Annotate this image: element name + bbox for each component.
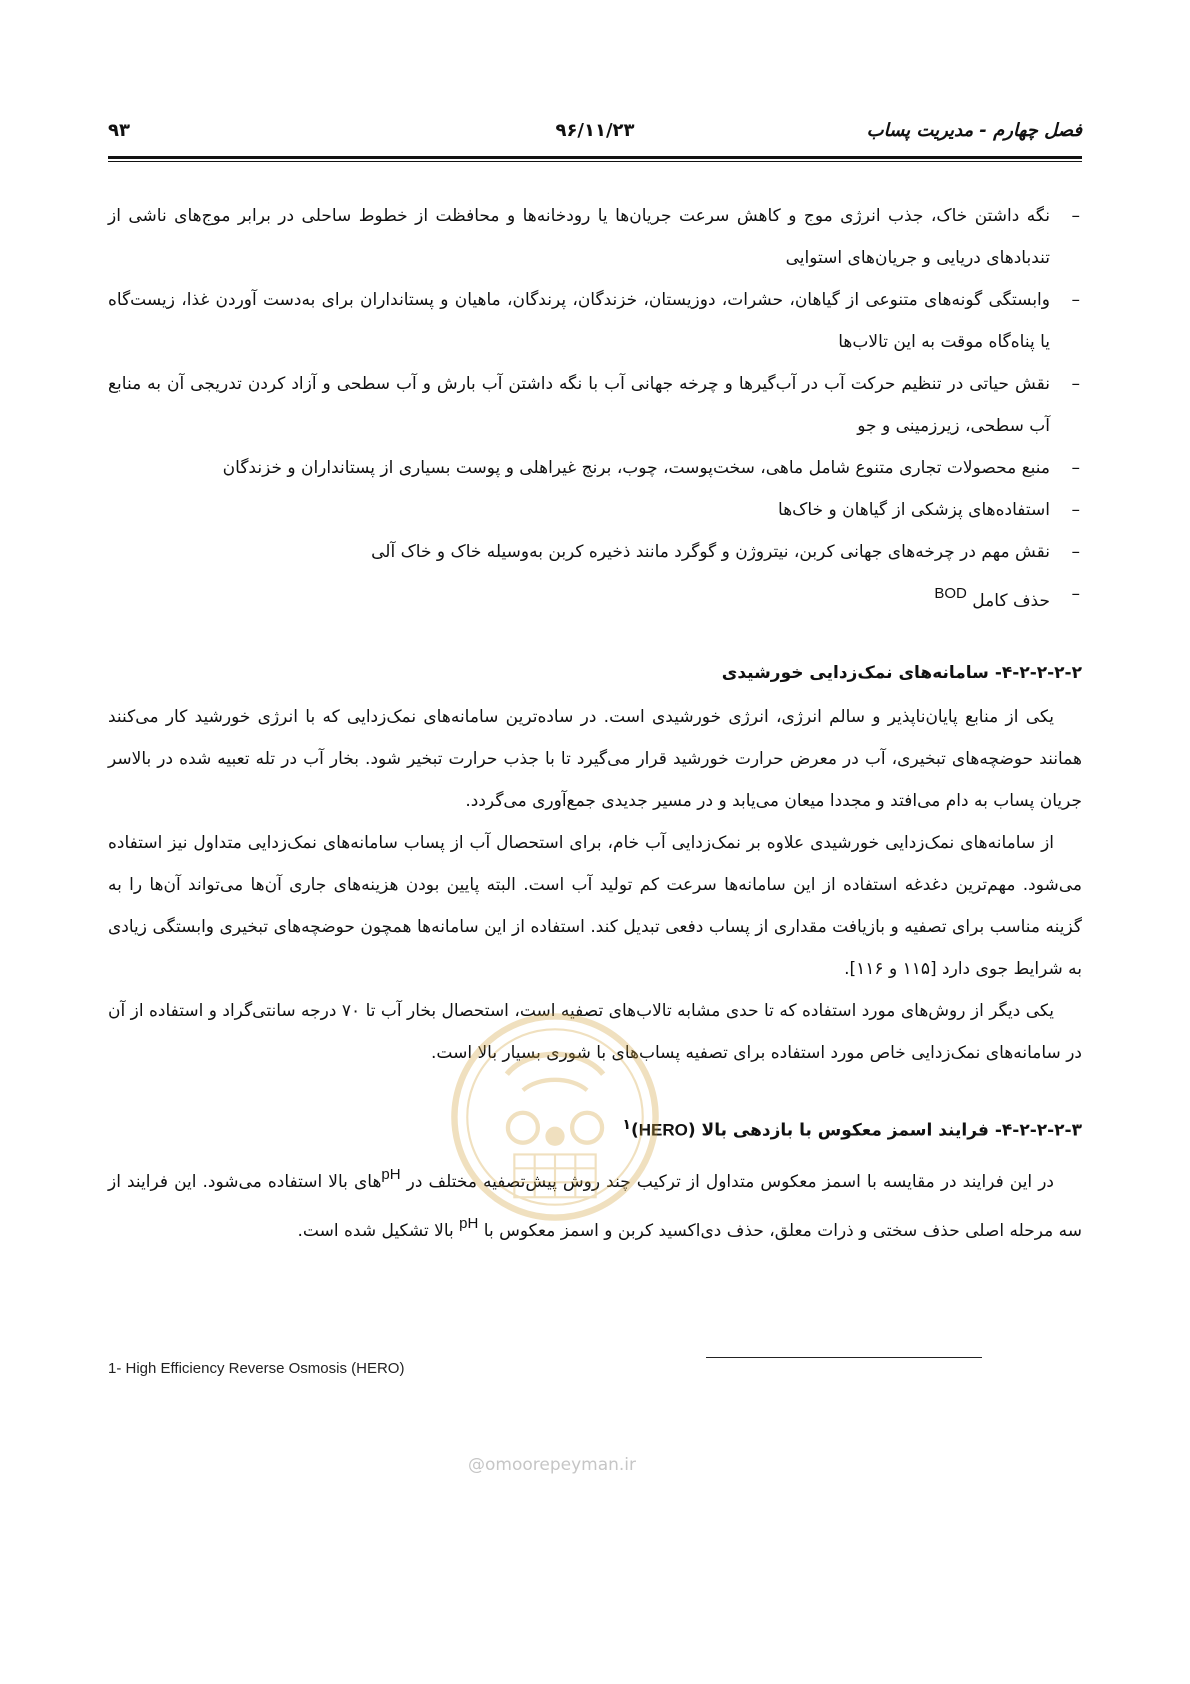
hero-code: HERO (638, 1120, 688, 1140)
list-item: – نگه داشتن خاک، جذب انرژی موج و کاهش سرعت جریان‌ها یا رودخانه‌ها و محافظت از خطوط ساحلی در برابر موج‌های ناشی از تندبادهای دریایی و جریان‌های استوایی (108, 206, 1080, 268)
watermark-site: @omoorepeyman.ir (467, 1455, 637, 1475)
page-header (108, 120, 1082, 150)
chapter-title: فصل چهارم - مدیریت پساب (866, 120, 1082, 141)
header-date: ۹۶/۱۱/۲۳ (555, 120, 635, 141)
bullet-list (108, 195, 1082, 622)
list-item: – نقش حیاتی در تنظیم حرکت آب در آب‌گیرها و چرخه جهانی آب با نگه داشتن آب بارش و آب سطحی و آزاد کردن تدریجی آن به منابع آب سطحی، زیرزمینی و جو (108, 374, 1080, 436)
ph-label: pH (459, 1214, 479, 1232)
list-item: – نقش مهم در چرخه‌های جهانی کربن، نیتروژن و گوگرد مانند ذخیره کربن به‌وسیله خاک و خاک آلی (371, 542, 1080, 562)
page-number: ۹۳ (108, 120, 130, 141)
bod-code: BOD (934, 585, 967, 602)
header-rule (108, 156, 1082, 159)
paragraph: از سامانه‌های نمک‌زدایی خورشیدی علاوه بر نمک‌زدایی آب خام، برای استحصال آب از پساب سامانه‌های نمک‌زدایی متداول نیز استفاده می‌شود. مهم‌ترین دغدغه استفاده از این سامانه‌ها سرعت کم تولید آب است. البته پایین بودن هزینه‌های جاری آن‌ها می‌تواند آن‌ها را به گزینه مناسب برای تصفیه و بازیافت مقداری از پساب دفعی تبدیل کند. استفاده از این سامانه‌ها همچون حوضچه‌های تبخیری وابستگی زیادی به شرایط جوی دارد [۱۱۵ و ۱۱۶]. (108, 833, 1082, 979)
paragraph: یکی از منابع پایان‌ناپذیر و سالم انرژی، انرژی خورشیدی است. در ساده‌ترین سامانه‌های نمک‌زدایی که با انرژی خورشید کار می‌کنند همانند حوضچه‌های تبخیری، آب در معرض حرارت خورشید قرار می‌گیرد تا با جذب حرارت تبخیر شود. بخار آب در تله تعبیه شده در بالاسر جریان پساب به دام می‌افتد و مجددا میعان می‌یابد و در مسیر جدیدی جمع‌آوری می‌گردد. (108, 707, 1082, 811)
section-heading-hero: ۴-۲-۲-۲-۳- فرایند اسمز معکوس با بازدهی بالا (HERO)$^۱$ (622, 1117, 1082, 1141)
footnote-mark: ۱ (622, 1117, 631, 1133)
paragraph: در این فرایند در مقایسه با اسمز معکوس متداول از ترکیب چند روش پیش‌تصفیه مختلف در pHهای بالا استفاده می‌شود. این فرایند از سه مرحله اصلی حذف سختی و ذرات معلق، حذف دی‌اکسید کربن و اسمز معکوس با pH بالا تشکیل شده است. (108, 1165, 1082, 1241)
list-item: – حذف کامل BOD (934, 584, 1080, 611)
watermark-seal (448, 1010, 662, 1224)
footnote: 1- High Efficiency Reverse Osmosis (HERO) (108, 1360, 405, 1377)
list-item: – وابستگی گونه‌های متنوعی از گیاهان، حشرات، دوزیستان، خزندگان، پرندگان، ماهیان و پستانداران برای به‌دست آوردن غذا، زیست‌گاه یا پناه‌گاه موقت به این تالاب‌ها (108, 290, 1080, 352)
footnote-rule (706, 1357, 982, 1358)
list-item: – منبع محصولات تجاری متنوع شامل ماهی، سخت‌پوست، چوب، برنج غیراهلی و پوست بسیاری از پستانداران و خزندگان (222, 458, 1080, 478)
header-rule-thin (108, 161, 1082, 162)
list-item: – استفاده‌های پزشکی از گیاهان و خاک‌ها (778, 500, 1080, 520)
paragraph: یکی دیگر از روش‌های مورد استفاده که تا حدی مشابه تالاب‌های تصفیه است، استحصال بخار آب تا ۷۰ درجه سانتی‌گراد و استفاده از آن در سامانه‌های نمک‌زدایی خاص مورد استفاده برای تصفیه پساب‌های با شوری بسیار بالا است. (108, 1001, 1082, 1063)
ph-label: pH (381, 1165, 401, 1183)
section-heading-solar: ۴-۲-۲-۲-۲- سامانه‌های نمک‌زدایی خورشیدی (721, 663, 1082, 683)
